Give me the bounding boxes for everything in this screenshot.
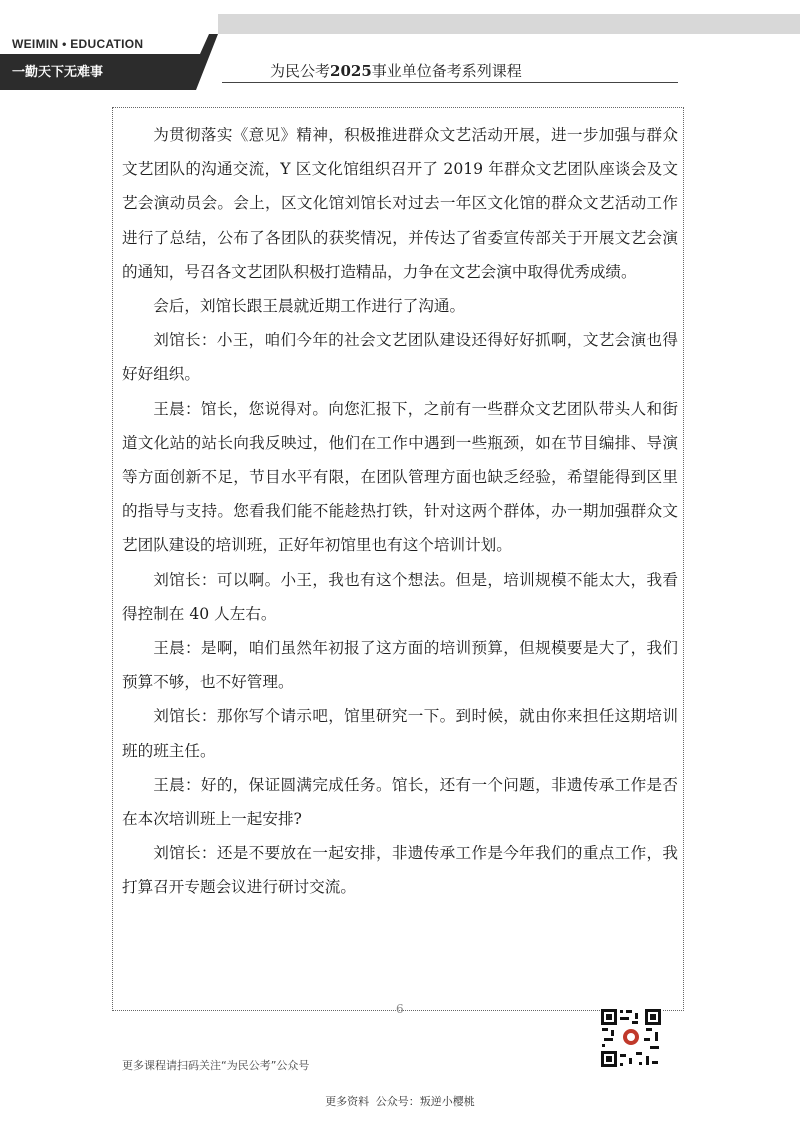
page-number: 6 <box>396 1002 404 1016</box>
header-divider <box>222 82 678 83</box>
course-title-suffix: 事业单位备考系列课程 <box>371 62 522 80</box>
dialogue-line: 王晨：好的，保证圆满完成任务。馆长，还有一个问题，非遗传承工作是否在本次培训班上一起安排? <box>122 775 678 829</box>
dialogue-line: 刘馆长：可以啊。小王，我也有这个想法。但是，培训规模不能太大，我看得控制在 40 人左右。 <box>122 570 678 623</box>
brand-slogan: 一勤天下无难事 <box>12 65 104 80</box>
course-title-prefix: 为民公考 <box>270 62 331 80</box>
qr-code-graphic <box>600 1008 662 1068</box>
footer-bottom-text: 更多资料 公众号：叛逆小樱桃 <box>325 1095 475 1108</box>
dialogue-line: 王晨：是啊，咱们虽然年初报了这方面的培训预算，但规模要是大了，我们预算不够，也不好管理。 <box>122 639 678 692</box>
dialogue-line: 刘馆长：那你写个请示吧，馆里研究一下。到时候，就由你来担任这期培训班的班主任。 <box>122 707 678 760</box>
dialogue-line: 王晨：馆长，您说得对。向您汇报下，之前有一些群众文艺团队带头人和街道文化站的站长向我反映过，他们在工作中遇到一些瓶颈，如在节目编排、导演等方面创新不足，节目水平有限，在团队管理方面也缺乏经验，希望能得到区里的指导与支持。您看我们能不能趁热打铁，针对这两个群体，办一期加强群众文艺团队建设的培训班，正好年初馆里也有这个培训计划。 <box>122 399 678 555</box>
document-body <box>122 118 678 905</box>
footer-qr-note: 更多课程请扫码关注“为民公考”公众号 <box>122 1059 310 1072</box>
header-top-bar <box>218 14 800 34</box>
brand-english-name: WEIMIN • EDUCATION <box>12 37 144 51</box>
course-title-year: 2025 <box>330 62 372 80</box>
paragraph-intro: 为贯彻落实《意见》精神，积极推进群众文艺活动开展，进一步加强与群众文艺团队的沟通交流，Y 区文化馆组织召开了 2019 年群众文艺团队座谈会及文艺会演动员会。会上，区文化馆刘馆长对过去一年区文化馆的群众文艺活动工作进行了总结，公布了各团队的获奖情况，并传达了省委宣传部关于开展文艺会演的通知，号召各文艺团队积极打造精品，力争在文艺会演中取得优秀成绩。 <box>122 126 678 281</box>
paragraph: 会后，刘馆长跟王晨就近期工作进行了沟通。 <box>153 297 466 316</box>
dialogue-line: 刘馆长：小王，咱们今年的社会文艺团队建设还得好好抓啊，文艺会演也得好好组织。 <box>122 331 678 384</box>
course-title <box>270 60 522 81</box>
dialogue-line: 刘馆长：还是不要放在一起安排，非遗传承工作是今年我们的重点工作，我打算召开专题会议进行研讨交流。 <box>122 844 678 897</box>
qr-code-icon[interactable] <box>600 1008 662 1068</box>
